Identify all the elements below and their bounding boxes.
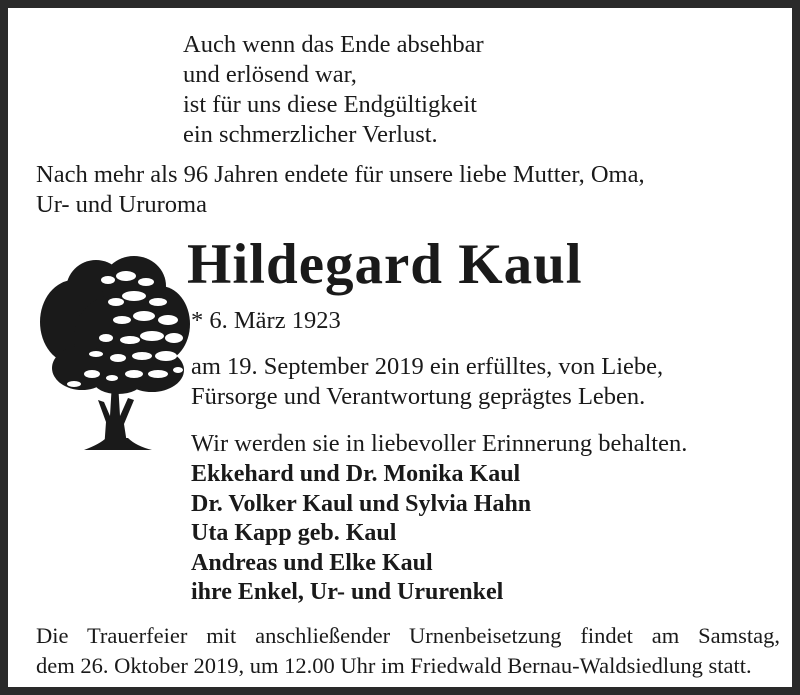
death-line: Fürsorge und Verantwortung geprägtes Leben.: [191, 383, 646, 410]
intro-line: Nach mehr als 96 Jahren endete für unsere liebe Mutter, Oma,: [36, 161, 645, 188]
funeral-announcement: [36, 621, 780, 681]
tree-icon: [34, 250, 192, 450]
funeral-line: dem 26. Oktober 2019, um 12.00 Uhr im Friedwald Bernau-Waldsiedlung statt.: [36, 653, 752, 678]
remembrance-line: Wir werden sie in liebevoller Erinnerung behalten.: [191, 430, 688, 457]
poem-line: und erlösend war,: [183, 61, 357, 88]
death-line: am 19. September 2019 ein erfülltes, von Liebe,: [191, 353, 664, 380]
intro-text: [36, 160, 645, 220]
funeral-line: Die Trauerfeier mit anschließender Urnenbeisetzung findet am Samstag,: [36, 623, 780, 648]
mourners-list: [191, 460, 531, 608]
mourner-name: Dr. Volker Kaul und Sylvia Hahn: [191, 490, 532, 517]
mourner-name: Ekkehard und Dr. Monika Kaul: [191, 461, 521, 487]
intro-line: Ur- und Ururoma: [36, 191, 207, 218]
mourner-name: Andreas und Elke Kaul: [191, 549, 433, 576]
birth-date: * 6. März 1923: [191, 307, 341, 334]
poem-verse: [183, 30, 484, 150]
poem-line: ist für uns diese Endgültigkeit: [183, 91, 477, 118]
poem-line: Auch wenn das Ende absehbar: [183, 31, 484, 58]
poem-line: ein schmerzlicher Verlust.: [183, 121, 438, 148]
death-text: [191, 352, 663, 412]
deceased-name: Hildegard Kaul: [187, 233, 583, 296]
mourner-name: ihre Enkel, Ur- und Ururenkel: [191, 579, 504, 605]
mourner-name: Uta Kapp geb. Kaul: [191, 520, 397, 546]
